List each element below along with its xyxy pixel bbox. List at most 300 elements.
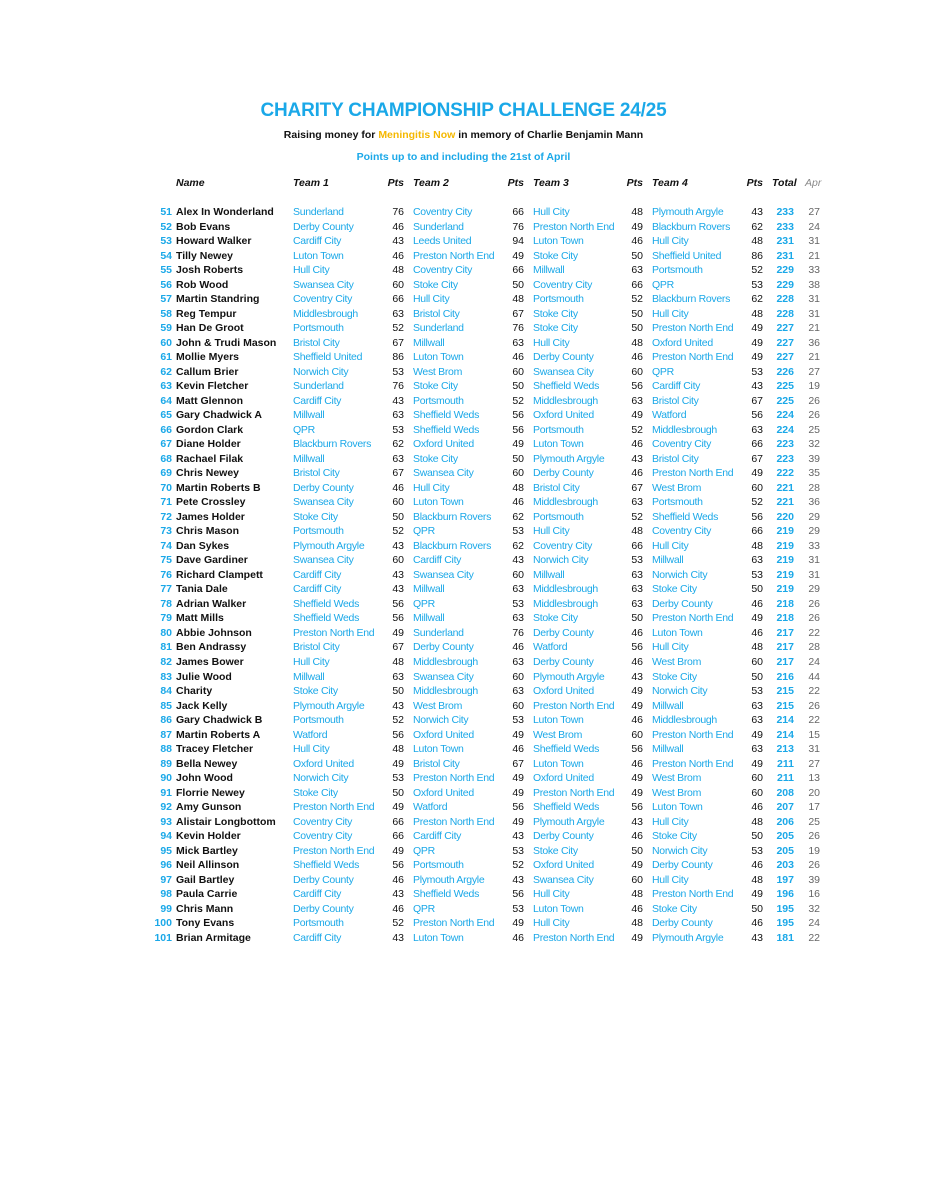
- team1-cell: Swansea City: [293, 554, 354, 567]
- team4-cell: Middlesbrough: [652, 423, 717, 436]
- subtitle-before: Raising money for: [283, 129, 379, 141]
- name-cell: Rob Wood: [176, 278, 229, 291]
- team3-cell: Watford: [533, 641, 568, 654]
- pts2-cell: 66: [512, 206, 524, 218]
- name-cell: Neil Allinson: [176, 859, 240, 872]
- apr-cell: 26: [808, 409, 820, 422]
- table-row: [0, 321, 927, 336]
- team4-cell: Stoke City: [652, 670, 697, 683]
- team3-cell: Derby County: [533, 467, 594, 480]
- name-cell: Tracey Fletcher: [176, 743, 254, 756]
- pts4-cell: 49: [751, 728, 763, 741]
- rank-cell: 52: [160, 220, 172, 233]
- pts2-cell: 53: [512, 597, 524, 610]
- name-cell: Mollie Myers: [176, 351, 240, 364]
- apr-cell: 26: [808, 859, 820, 872]
- pts4-cell: 86: [751, 249, 763, 262]
- total-cell: 205: [776, 830, 794, 843]
- rank-cell: 65: [160, 409, 172, 422]
- team2-cell: Swansea City: [413, 568, 474, 581]
- pts1-cell: 60: [392, 496, 404, 509]
- table-header: [0, 177, 927, 191]
- team4-cell: Millwall: [652, 699, 684, 712]
- pts2-cell: 46: [512, 743, 524, 756]
- team4-cell: Preston North End: [652, 322, 734, 335]
- total-cell: 195: [776, 902, 794, 915]
- table-row: [0, 408, 927, 423]
- rank-cell: 83: [160, 670, 172, 683]
- team4-cell: Plymouth Argyle: [652, 206, 724, 218]
- total-cell: 216: [776, 670, 794, 683]
- team2-cell: Oxford United: [413, 786, 474, 799]
- total-cell: 215: [776, 699, 794, 712]
- team3-cell: Bristol City: [533, 481, 580, 494]
- apr-cell: 26: [808, 830, 820, 843]
- table-row: [0, 742, 927, 757]
- team4-cell: Hull City: [652, 307, 689, 320]
- apr-cell: 33: [808, 539, 820, 552]
- pts4-cell: 49: [751, 612, 763, 625]
- total-cell: 233: [776, 220, 794, 233]
- pts2-cell: 62: [512, 510, 524, 523]
- team2-cell: Luton Town: [413, 931, 464, 944]
- pts1-cell: 56: [392, 597, 404, 610]
- team4-cell: Preston North End: [652, 351, 734, 364]
- team4-cell: Coventry City: [652, 438, 712, 451]
- pts2-cell: 48: [512, 481, 524, 494]
- team1-cell: Swansea City: [293, 496, 354, 509]
- team2-cell: Luton Town: [413, 496, 464, 509]
- pts3-cell: 48: [631, 525, 643, 538]
- pts4-cell: 50: [751, 670, 763, 683]
- team1-cell: Watford: [293, 728, 328, 741]
- pts4-cell: 48: [751, 539, 763, 552]
- team2-cell: Middlesbrough: [413, 655, 478, 668]
- table-row: [0, 670, 927, 685]
- pts3-cell: 52: [631, 423, 643, 436]
- total-cell: 203: [776, 859, 794, 872]
- apr-cell: 27: [808, 757, 820, 770]
- rank-cell: 77: [160, 583, 172, 596]
- pts4-cell: 67: [751, 394, 763, 407]
- team4-cell: Luton Town: [652, 801, 703, 814]
- subtitle-after: in memory of Charlie Benjamin Mann: [455, 129, 644, 141]
- pts4-cell: 52: [751, 496, 763, 509]
- team3-cell: Stoke City: [533, 322, 578, 335]
- pts2-cell: 56: [512, 801, 524, 814]
- pts1-cell: 43: [392, 539, 404, 552]
- pts4-cell: 60: [751, 786, 763, 799]
- team4-cell: Bristol City: [652, 394, 699, 407]
- apr-cell: 28: [808, 641, 820, 654]
- name-cell: Chris Mason: [176, 525, 240, 538]
- page-title: CHARITY CHAMPIONSHIP CHALLENGE 24/25: [260, 100, 667, 121]
- name-cell: John & Trudi Mason: [176, 336, 277, 349]
- team2-cell: Preston North End: [413, 772, 495, 785]
- team3-cell: Derby County: [533, 626, 594, 639]
- name-cell: Amy Gunson: [176, 801, 242, 814]
- team1-cell: Portsmouth: [293, 525, 344, 538]
- team1-cell: Derby County: [293, 481, 354, 494]
- team2-cell: West Brom: [413, 365, 463, 378]
- team2-cell: Hull City: [413, 293, 450, 306]
- team2-cell: Swansea City: [413, 670, 474, 683]
- pts4-cell: 62: [751, 220, 763, 233]
- rank-cell: 70: [160, 481, 172, 494]
- pts2-cell: 60: [512, 670, 524, 683]
- pts2-cell: 46: [512, 931, 524, 944]
- team2-cell: Cardiff City: [413, 554, 462, 567]
- pts3-cell: 50: [631, 612, 643, 625]
- rank-cell: 63: [160, 380, 172, 393]
- team1-cell: Norwich City: [293, 772, 349, 785]
- table-row: [0, 336, 927, 351]
- table-row: [0, 829, 927, 844]
- total-cell: 196: [776, 888, 794, 901]
- pts3-cell: 53: [631, 554, 643, 567]
- team1-cell: Stoke City: [293, 685, 338, 698]
- table-row: [0, 873, 927, 888]
- pts1-cell: 63: [392, 452, 404, 465]
- team4-cell: Millwall: [652, 554, 684, 567]
- team1-cell: Derby County: [293, 902, 354, 915]
- table-row: [0, 684, 927, 699]
- pts3-cell: 56: [631, 380, 643, 393]
- pts2-cell: 60: [512, 568, 524, 581]
- total-cell: 224: [776, 409, 794, 422]
- team1-cell: Bristol City: [293, 467, 340, 480]
- team3-cell: Luton Town: [533, 235, 584, 248]
- rank-cell: 84: [160, 685, 172, 698]
- team4-cell: Bristol City: [652, 452, 699, 465]
- pts3-cell: 63: [631, 394, 643, 407]
- team1-cell: Millwall: [293, 452, 325, 465]
- team4-cell: Millwall: [652, 743, 684, 756]
- pts3-cell: 46: [631, 351, 643, 364]
- pts3-cell: 63: [631, 264, 643, 277]
- team2-cell: Cardiff City: [413, 830, 462, 843]
- pts4-cell: 66: [751, 438, 763, 451]
- team4-cell: Derby County: [652, 597, 713, 610]
- team1-cell: Hull City: [293, 743, 330, 756]
- pts4-cell: 48: [751, 235, 763, 248]
- subtitle: [0, 129, 927, 141]
- apr-cell: 32: [808, 438, 820, 451]
- team4-cell: Preston North End: [652, 757, 734, 770]
- pts3-cell: 48: [631, 206, 643, 218]
- team3-cell: Preston North End: [533, 931, 615, 944]
- table-row: [0, 365, 927, 380]
- total-cell: 213: [776, 743, 794, 756]
- name-cell: Paula Carrie: [176, 888, 238, 901]
- table-row: [0, 495, 927, 510]
- team4-cell: Hull City: [652, 873, 689, 886]
- pts4-cell: 63: [751, 554, 763, 567]
- header-pts1: Pts: [387, 177, 404, 189]
- team3-cell: Stoke City: [533, 844, 578, 857]
- pts3-cell: 46: [631, 830, 643, 843]
- team3-cell: Norwich City: [533, 554, 589, 567]
- name-cell: Abbie Johnson: [176, 626, 252, 639]
- table-row: [0, 626, 927, 641]
- team2-cell: Oxford United: [413, 438, 474, 451]
- pts4-cell: 46: [751, 801, 763, 814]
- pts3-cell: 43: [631, 670, 643, 683]
- total-cell: 233: [776, 206, 794, 218]
- pts1-cell: 62: [392, 438, 404, 451]
- pts1-cell: 43: [392, 235, 404, 248]
- team1-cell: Portsmouth: [293, 322, 344, 335]
- pts1-cell: 48: [392, 264, 404, 277]
- total-cell: 219: [776, 568, 794, 581]
- team3-cell: Plymouth Argyle: [533, 815, 605, 828]
- pts2-cell: 52: [512, 394, 524, 407]
- team3-cell: Coventry City: [533, 539, 593, 552]
- total-cell: 227: [776, 336, 794, 349]
- team2-cell: Sunderland: [413, 322, 464, 335]
- apr-cell: 25: [808, 423, 820, 436]
- team1-cell: Millwall: [293, 409, 325, 422]
- rank-cell: 89: [160, 757, 172, 770]
- team1-cell: Cardiff City: [293, 583, 342, 596]
- pts1-cell: 52: [392, 714, 404, 727]
- pts4-cell: 48: [751, 641, 763, 654]
- apr-cell: 20: [808, 786, 820, 799]
- pts4-cell: 62: [751, 293, 763, 306]
- team2-cell: Bristol City: [413, 307, 460, 320]
- table-row: [0, 640, 927, 655]
- team3-cell: Coventry City: [533, 278, 593, 291]
- apr-cell: 15: [808, 728, 820, 741]
- pts3-cell: 49: [631, 409, 643, 422]
- team2-cell: Swansea City: [413, 467, 474, 480]
- total-cell: 224: [776, 423, 794, 436]
- team3-cell: Hull City: [533, 888, 570, 901]
- team2-cell: Sheffield Weds: [413, 888, 480, 901]
- team2-cell: Bristol City: [413, 757, 460, 770]
- name-cell: Florrie Newey: [176, 786, 245, 799]
- rank-cell: 54: [160, 249, 172, 262]
- apr-cell: 32: [808, 902, 820, 915]
- pts1-cell: 50: [392, 510, 404, 523]
- pts2-cell: 63: [512, 583, 524, 596]
- name-cell: Reg Tempur: [176, 307, 237, 320]
- pts4-cell: 43: [751, 380, 763, 393]
- table-row: [0, 916, 927, 931]
- name-cell: James Bower: [176, 655, 244, 668]
- team3-cell: Luton Town: [533, 902, 584, 915]
- name-cell: James Holder: [176, 510, 245, 523]
- apr-cell: 25: [808, 815, 820, 828]
- pts3-cell: 49: [631, 220, 643, 233]
- table-row: [0, 757, 927, 772]
- team4-cell: Luton Town: [652, 626, 703, 639]
- table-row: [0, 713, 927, 728]
- apr-cell: 27: [808, 206, 820, 218]
- apr-cell: 31: [808, 307, 820, 320]
- pts3-cell: 49: [631, 685, 643, 698]
- team1-cell: Millwall: [293, 670, 325, 683]
- team1-cell: Coventry City: [293, 830, 353, 843]
- table-row: [0, 539, 927, 554]
- team2-cell: Plymouth Argyle: [413, 873, 485, 886]
- table-row: [0, 524, 927, 539]
- team1-cell: Preston North End: [293, 844, 375, 857]
- team1-cell: Portsmouth: [293, 714, 344, 727]
- table-row: [0, 858, 927, 873]
- team1-cell: Bristol City: [293, 641, 340, 654]
- team3-cell: Middlesbrough: [533, 583, 598, 596]
- team2-cell: QPR: [413, 525, 435, 538]
- pts4-cell: 66: [751, 525, 763, 538]
- name-cell: Martin Roberts B: [176, 481, 261, 494]
- pts3-cell: 56: [631, 801, 643, 814]
- points-date: Points up to and including the 21st of April: [356, 151, 571, 163]
- pts4-cell: 63: [751, 743, 763, 756]
- charity-name: Meningitis Now: [378, 129, 456, 141]
- total-cell: 181: [776, 931, 794, 944]
- team2-cell: Derby County: [413, 641, 474, 654]
- pts4-cell: 48: [751, 873, 763, 886]
- team3-cell: Hull City: [533, 525, 570, 538]
- team2-cell: Blackburn Rovers: [413, 510, 492, 523]
- rank-cell: 87: [160, 728, 172, 741]
- team4-cell: Stoke City: [652, 583, 697, 596]
- pts1-cell: 52: [392, 322, 404, 335]
- pts4-cell: 43: [751, 931, 763, 944]
- apr-cell: 31: [808, 235, 820, 248]
- team1-cell: Derby County: [293, 220, 354, 233]
- team2-cell: QPR: [413, 597, 435, 610]
- total-cell: 218: [776, 597, 794, 610]
- apr-cell: 29: [808, 525, 820, 538]
- name-cell: John Wood: [176, 772, 233, 785]
- total-cell: 220: [776, 510, 794, 523]
- team4-cell: Derby County: [652, 859, 713, 872]
- team4-cell: Portsmouth: [652, 264, 703, 277]
- team4-cell: Sheffield United: [652, 249, 722, 262]
- team1-cell: Stoke City: [293, 510, 338, 523]
- name-cell: Martin Standring: [176, 293, 260, 306]
- team4-cell: Stoke City: [652, 902, 697, 915]
- team1-cell: Plymouth Argyle: [293, 699, 365, 712]
- team3-cell: Portsmouth: [533, 423, 584, 436]
- pts2-cell: 53: [512, 902, 524, 915]
- apr-cell: 36: [808, 496, 820, 509]
- team1-cell: Hull City: [293, 264, 330, 277]
- apr-cell: 33: [808, 264, 820, 277]
- team3-cell: Swansea City: [533, 873, 594, 886]
- team2-cell: Coventry City: [413, 264, 473, 277]
- table-row: [0, 887, 927, 902]
- rank-cell: 67: [160, 438, 172, 451]
- team1-cell: Hull City: [293, 655, 330, 668]
- team2-cell: Millwall: [413, 583, 445, 596]
- pts1-cell: 43: [392, 888, 404, 901]
- pts4-cell: 49: [751, 888, 763, 901]
- pts1-cell: 48: [392, 743, 404, 756]
- total-cell: 205: [776, 844, 794, 857]
- total-cell: 221: [776, 496, 794, 509]
- name-cell: Dan Sykes: [176, 539, 230, 552]
- pts2-cell: 43: [512, 873, 524, 886]
- pts3-cell: 66: [631, 278, 643, 291]
- table-row: [0, 582, 927, 597]
- team3-cell: West Brom: [533, 728, 583, 741]
- name-cell: Tilly Newey: [176, 249, 234, 262]
- team3-cell: Sheffield Weds: [533, 743, 600, 756]
- table-row: [0, 481, 927, 496]
- header-name: Name: [176, 177, 205, 189]
- total-cell: 219: [776, 539, 794, 552]
- pts3-cell: 46: [631, 902, 643, 915]
- team2-cell: Watford: [413, 801, 448, 814]
- team2-cell: Stoke City: [413, 380, 458, 393]
- pts4-cell: 60: [751, 772, 763, 785]
- total-cell: 211: [777, 772, 794, 785]
- pts2-cell: 49: [512, 786, 524, 799]
- table-row: [0, 234, 927, 249]
- team1-cell: Sunderland: [293, 206, 344, 218]
- team1-cell: Sunderland: [293, 380, 344, 393]
- team3-cell: Portsmouth: [533, 510, 584, 523]
- apr-cell: 26: [808, 699, 820, 712]
- name-cell: Alex In Wonderland: [176, 206, 274, 218]
- rank-cell: 94: [160, 830, 172, 843]
- apr-cell: 29: [808, 510, 820, 523]
- team4-cell: Plymouth Argyle: [652, 931, 724, 944]
- team2-cell: Leeds United: [413, 235, 472, 248]
- rank-cell: 96: [160, 859, 172, 872]
- table-row: [0, 278, 927, 293]
- pts1-cell: 46: [392, 220, 404, 233]
- pts4-cell: 60: [751, 481, 763, 494]
- table-row: [0, 466, 927, 481]
- name-cell: Matt Mills: [176, 612, 224, 625]
- apr-cell: 39: [808, 873, 820, 886]
- pts2-cell: 49: [512, 728, 524, 741]
- name-cell: Chris Newey: [176, 467, 240, 480]
- total-cell: 207: [776, 801, 794, 814]
- team2-cell: Sheffield Weds: [413, 423, 480, 436]
- team3-cell: Hull City: [533, 336, 570, 349]
- table-row: [0, 902, 927, 917]
- apr-cell: 19: [808, 380, 820, 393]
- pts1-cell: 63: [392, 307, 404, 320]
- team4-cell: Preston North End: [652, 728, 734, 741]
- team1-cell: Coventry City: [293, 293, 353, 306]
- pts3-cell: 46: [631, 655, 643, 668]
- team1-cell: Preston North End: [293, 626, 375, 639]
- name-cell: Chris Mann: [176, 902, 234, 915]
- apr-cell: 31: [808, 568, 820, 581]
- team3-cell: Swansea City: [533, 365, 594, 378]
- table-row: [0, 844, 927, 859]
- apr-cell: 13: [808, 772, 820, 785]
- header-pts3: Pts: [626, 177, 643, 189]
- team1-cell: Cardiff City: [293, 568, 342, 581]
- pts2-cell: 43: [512, 554, 524, 567]
- name-cell: Dave Gardiner: [176, 554, 248, 567]
- pts2-cell: 46: [512, 351, 524, 364]
- team1-cell: Stoke City: [293, 786, 338, 799]
- team3-cell: Oxford United: [533, 859, 594, 872]
- pts3-cell: 49: [631, 786, 643, 799]
- team4-cell: Preston North End: [652, 612, 734, 625]
- pts2-cell: 53: [512, 844, 524, 857]
- team4-cell: Preston North End: [652, 467, 734, 480]
- rank-cell: 100: [154, 917, 172, 930]
